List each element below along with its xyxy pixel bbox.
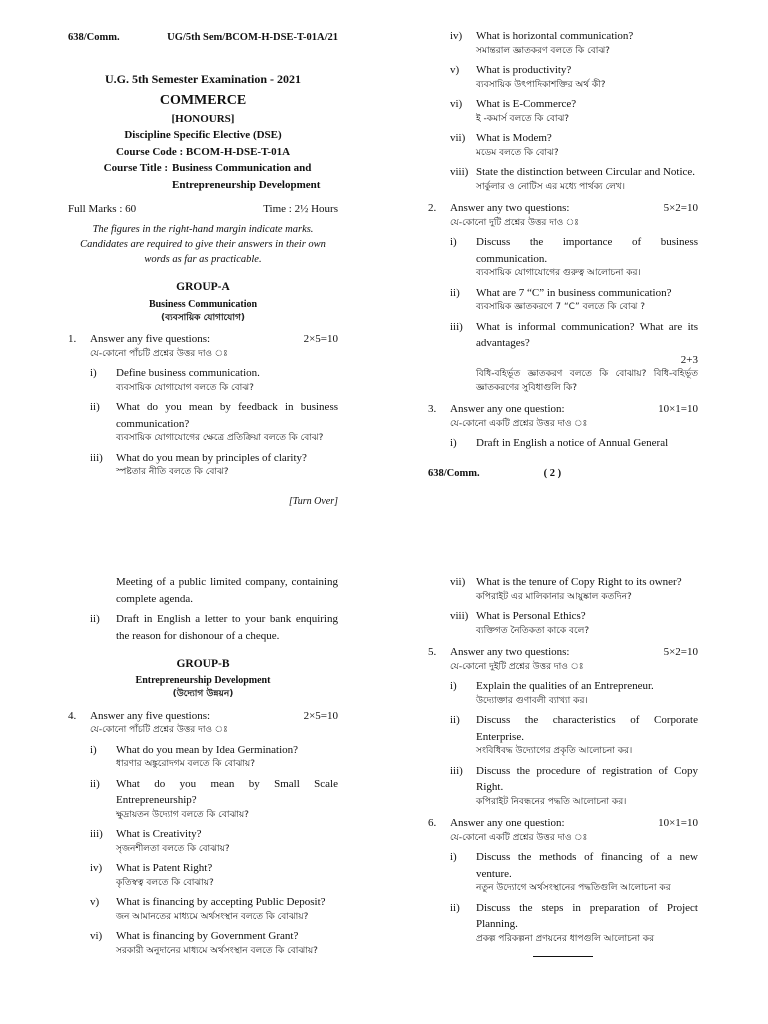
item-text: Discuss the procedure of registration of Copy Right. [476, 764, 698, 793]
question-3 [428, 401, 698, 418]
question-text: Answer any one question: [450, 817, 565, 829]
q4-item-vi [68, 928, 338, 958]
question-text: Answer any five questions: [90, 333, 211, 346]
q6-item-ii [428, 900, 698, 947]
page-footer [428, 466, 698, 482]
page-1-right-column [428, 28, 698, 481]
item-number: viii) [450, 166, 469, 178]
question-5-bengali: যে-কোনো দুইটি প্রশ্নের উত্তর দাও ঃ [450, 661, 584, 672]
question-marks: 5×2=10 [663, 646, 698, 658]
q1-item-ii [68, 399, 338, 446]
page-2-right-column [428, 574, 698, 957]
item-text: State the distinction between Circular and Notice. [476, 166, 696, 178]
q4-item-iii [68, 826, 338, 856]
item-text: What is E-Commerce? [476, 98, 577, 110]
question-marks: 10×1=10 [658, 403, 698, 415]
item-text: Define business communication. [116, 367, 260, 380]
item-text: Discuss the methods of financing of a new venture. [476, 851, 698, 880]
q4-item-v [68, 894, 338, 924]
item-text: What do you mean by Small Scale Entrepreneurship? [116, 777, 338, 807]
item-text: Discuss the importance of business communication. [476, 236, 698, 265]
q5-item-iii [428, 763, 698, 810]
q2-item-iii [428, 319, 698, 396]
item-text: What is productivity? [476, 64, 572, 76]
item-number: i) [450, 236, 457, 248]
item-text: What are 7 “C” in business communication? [476, 286, 672, 299]
item-text: Explain the qualities of an Entrepreneur. [476, 680, 654, 692]
q2-item-i [428, 234, 698, 281]
question-4-bengali: যে-কোনো পাঁচটি প্রশ্নের উত্তর দাও ঃ [90, 725, 228, 736]
end-rule [533, 956, 593, 957]
item-number: iii) [450, 764, 463, 777]
q5-item-ii [428, 712, 698, 759]
q4-item-ii [68, 776, 338, 823]
group-a-subtitle: Business Communication [148, 298, 258, 310]
item-number: vi) [450, 98, 463, 110]
item-text: What do you mean by Idea Germination? [116, 743, 299, 756]
item-number: iv) [90, 862, 103, 875]
q1-item-i [68, 365, 338, 395]
question-marks: 5×2=10 [663, 202, 698, 214]
item-bengali: ক্ষুদ্রায়তন উদ্যোগ বলতে কি বোঝায়? [116, 809, 249, 820]
item-bengali: কপিরাইট নিবন্ধনের পদ্ধতি আলোচনা কর। [476, 796, 627, 807]
item-bengali: ই -কমার্স বলতে কি বোঝ? [476, 113, 570, 124]
item-text: Draft in English a letter to your bank enquiring the reason for dishonour of a cheque. [116, 613, 338, 642]
question-marks: 2×5=10 [303, 333, 338, 346]
group-b-subtitle: Entrepreneurship Development [135, 675, 271, 687]
question-6 [428, 815, 698, 832]
item-bengali: জন আমানতের মাধ্যমে অর্থসংস্থান বলতে কি বোঝায়? [116, 911, 309, 922]
item-number: i) [450, 437, 457, 449]
q1-item-v [428, 62, 698, 92]
q4-item-vii [428, 574, 698, 604]
question-6-bengali: যে-কোনো একটি প্রশ্নের উত্তর দাও ঃ [450, 832, 588, 843]
question-marks: 10×1=10 [658, 817, 698, 829]
instructions-note: The figures in the right-hand margin indicate marks. Candidates are required to give their answers in their own words as far as practicable. [80, 223, 326, 266]
item-bengali: সৃজনশীলতা বলতে কি বোঝায়? [116, 843, 230, 854]
item-bengali: ব্যবসায়িক যোগাযোগ বলতে কি বোঝ? [116, 382, 254, 393]
item-number: vii) [450, 132, 466, 144]
item-bengali: উদ্যোক্তার গুণাবলী ব্যাখ্যা কর। [476, 695, 588, 706]
item-bengali: মডেম বলতে কি বোঝ? [476, 147, 559, 158]
q4-item-i [68, 742, 338, 772]
question-number: 6. [428, 817, 437, 829]
honours-label: [HONOURS] [171, 112, 235, 125]
item-bengali: ব্যবসায়িক জ্ঞাতকরণে 7 “C” বলতে কি বোঝ ? [476, 302, 645, 312]
q1-item-vi [428, 96, 698, 126]
item-text: Discuss the characteristics of Corporate Enterprise. [476, 714, 698, 743]
item-number: ii) [450, 901, 460, 914]
q1-item-vii [428, 130, 698, 160]
footer-code: 638/Comm. [428, 467, 480, 479]
question-2 [428, 200, 698, 217]
item-number: v) [90, 896, 100, 909]
item-number: iii) [90, 451, 103, 464]
q6-item-i [428, 849, 698, 896]
question-marks: 2×5=10 [303, 709, 338, 722]
item-number: v) [450, 64, 460, 76]
question-text: Answer any one question: [450, 403, 565, 415]
turn-over-note: [Turn Over] [288, 495, 338, 507]
group-a-subtitle-bengali: (ব্যবসায়িক যোগাযোগ) [161, 312, 245, 323]
item-text: What is financing by Government Grant? [116, 930, 299, 943]
question-3-bengali: যে-কোনো একটি প্রশ্নের উত্তর দাও ঃ [450, 418, 588, 429]
page-number: ( 2 ) [543, 467, 562, 479]
marks-time-line [68, 201, 338, 218]
item-text: What do you mean by principles of clarity? [116, 451, 307, 464]
question-1-bengali: যে-কোনো পাঁচটি প্রশ্নের উত্তর দাও ঃ [90, 348, 228, 359]
item-number: ii) [450, 286, 460, 299]
paper-code: UG/5th Sem/BCOM-H-DSE-T-01A/21 [167, 32, 338, 43]
question-number: 4. [68, 709, 77, 722]
subject-title: COMMERCE [159, 92, 247, 108]
item-bengali: ব্যবসায়িক যোগাযোগের গুরুত্ব আলোচনা কর। [476, 268, 641, 278]
item-text: Draft in English a notice of Annual General [476, 437, 669, 449]
item-bengali: নতুন উদ্যোগে অর্থসংস্থানের পদ্ধতিগুলি আলোচনা কর [476, 883, 671, 893]
item-text: What is informal communication? What are its advantages? [476, 320, 698, 349]
item-bengali: ব্যক্তিগত নৈতিকতা কাকে বলে? [476, 625, 590, 636]
question-text: Answer any two questions: [450, 646, 570, 658]
item-number: iii) [450, 320, 463, 333]
question-text: Answer any five questions: [90, 709, 211, 722]
item-text: Meeting of a public limited company, containing complete agenda. [116, 576, 338, 605]
question-number: 1. [68, 333, 77, 346]
item-bengali: কপিরাইট এর মালিকানার আয়ুষ্কাল কতদিন? [476, 591, 632, 602]
item-number: viii) [450, 610, 469, 622]
item-bengali: কৃতিস্বত্ব বলতে কি বোঝায়? [116, 877, 214, 888]
item-number: i) [450, 680, 457, 692]
item-text: What is the tenure of Copy Right to its owner? [476, 576, 682, 588]
item-number: i) [90, 743, 97, 756]
group-a-title: GROUP-A [176, 281, 230, 294]
item-text: What is Personal Ethics? [476, 610, 586, 622]
course-title-value: Business Communication and Entrepreneurship Development [172, 162, 321, 191]
item-text: What is Creativity? [116, 828, 202, 841]
item-number: i) [90, 367, 97, 380]
question-number: 2. [428, 202, 437, 214]
item-bengali: বিধি-বহির্ভূত জ্ঞাতকরণ বলতে কি বোঝায়? বিধি-বহির্ভূত জ্ঞাতকরণের সুবিধাগুলি কি? [476, 369, 698, 393]
item-number: ii) [90, 777, 100, 790]
item-text: Discuss the steps in preparation of Project Planning. [476, 901, 698, 930]
q1-item-viii [428, 164, 698, 194]
question-number: 3. [428, 403, 437, 415]
question-4 [68, 708, 338, 725]
item-number: i) [450, 851, 457, 863]
q5-item-i [428, 678, 698, 708]
item-text: What do you mean by feedback in business communication? [116, 401, 338, 430]
course-title-label: Course Title : [103, 162, 168, 175]
item-number: iv) [450, 30, 463, 42]
item-number: ii) [90, 613, 100, 625]
item-bengali: সরকারী অনুদানের মাধ্যমে অর্থসংস্থান বলতে কি বোঝায়? [116, 945, 318, 956]
question-2-bengali: যে-কোনো দুটি প্রশ্নের উত্তর দাও ঃ [450, 217, 579, 228]
item-bengali: সংবিধিবদ্ধ উদ্যোগের প্রকৃতি আলোচনা কর। [476, 746, 633, 756]
item-bengali: ধারণার অঙ্কুরোদগম বলতে কি বোঝায়? [116, 759, 256, 770]
item-text: What is Patent Right? [116, 862, 213, 875]
q1-item-iii [68, 450, 338, 480]
group-b-title: GROUP-B [176, 658, 230, 670]
paper-number: 638/Comm. [68, 32, 120, 43]
dse-label: Discipline Specific Elective (DSE) [124, 129, 282, 142]
item-bengali: স্পষ্টতার নীতি বলতে কি বোঝ? [116, 467, 229, 478]
item-marks-split: 2+3 [680, 353, 698, 366]
q3-item-i-start [428, 435, 698, 452]
item-bengali: প্রকল্প পরিকল্পনা প্রণয়নের ধাপগুলি আলোচনা কর [476, 933, 655, 944]
exam-title: U.G. 5th Semester Examination - 2021 [104, 71, 302, 86]
time-allowed: Time : 2½ Hours [263, 203, 338, 216]
item-text: What is financing by accepting Public Deposit? [116, 896, 326, 909]
item-bengali: সমান্তরাল জ্ঞাতকরণ বলতে কি বোঝ? [476, 45, 610, 56]
question-text: Answer any two questions: [450, 202, 570, 214]
item-text: What is Modem? [476, 132, 552, 144]
item-bengali: সার্কুলার ও নোটিস এর মধ্যে পার্থক্য লেখ। [476, 181, 625, 192]
q3-item-i-continued [68, 574, 338, 607]
item-text: What is horizontal communication? [476, 30, 634, 42]
q4-item-viii [428, 608, 698, 638]
course-title [68, 160, 338, 193]
q2-item-ii [428, 285, 698, 315]
header-line [68, 30, 338, 46]
item-bengali: ব্যবসায়িক যোগাযোগের ক্ষেত্রে প্রতিক্রিয়া বলতে কি বোঝ? [116, 433, 324, 444]
item-bengali: ব্যবসায়িক উৎপাদিকাশক্তির অর্থ কী? [476, 79, 606, 90]
course-code: Course Code : BCOM-H-DSE-T-01A [115, 145, 291, 158]
item-number: vii) [450, 576, 466, 588]
item-number: vi) [90, 930, 103, 943]
item-number: ii) [450, 714, 460, 726]
q1-item-iv [428, 28, 698, 58]
page-2 [0, 560, 768, 1024]
full-marks: Full Marks : 60 [68, 203, 137, 216]
group-b-subtitle-bengali: (উদ্যোগ উন্নয়ন) [172, 689, 234, 700]
page-2-left-column [68, 574, 338, 958]
item-number: iii) [90, 828, 103, 841]
question-1 [68, 331, 338, 348]
q4-item-iv [68, 860, 338, 890]
question-number: 5. [428, 646, 437, 658]
question-5 [428, 644, 698, 661]
q3-item-ii [68, 611, 338, 644]
item-number: ii) [90, 401, 100, 414]
page-1-left-column [68, 0, 338, 509]
